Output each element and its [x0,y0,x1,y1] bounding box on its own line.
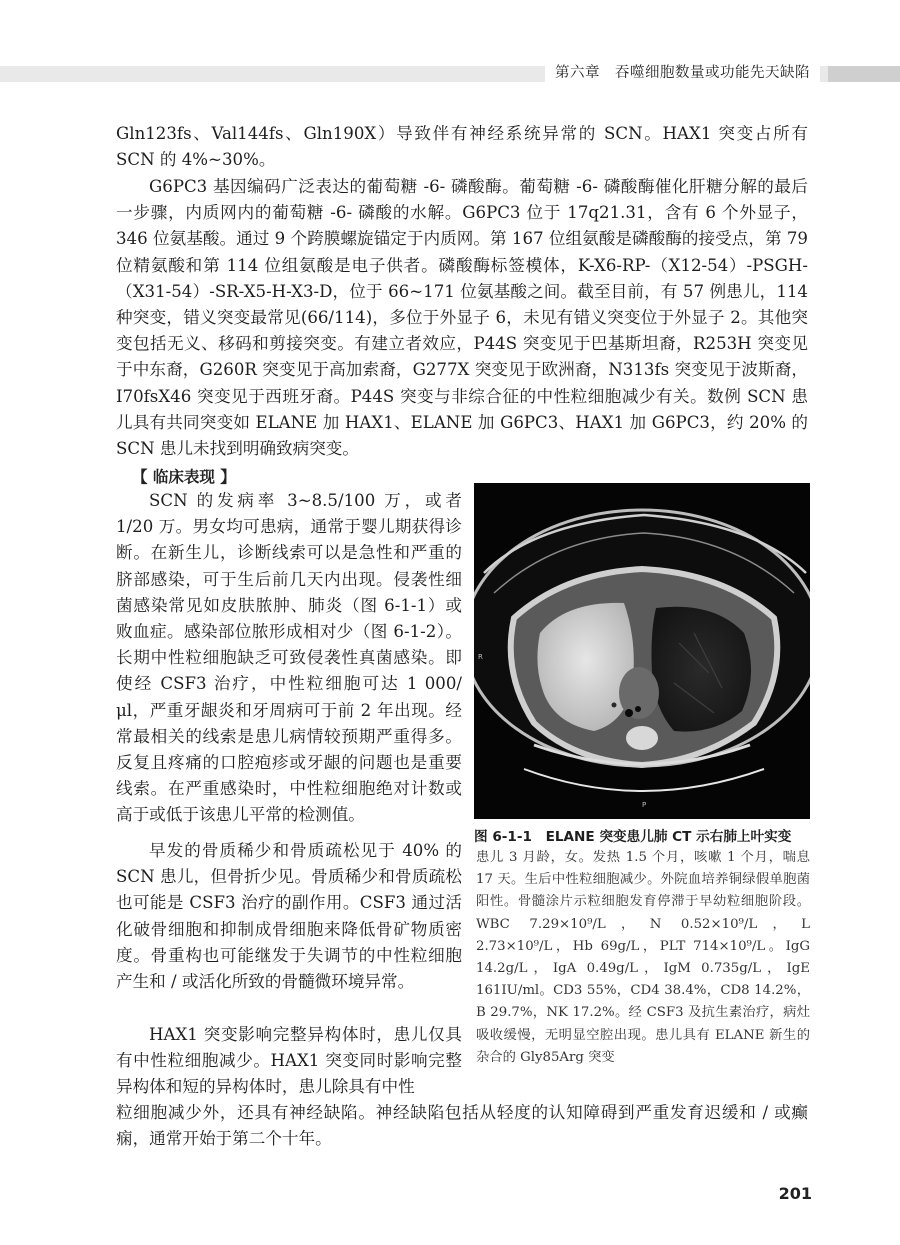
ct-scan-image [474,483,810,819]
page-number: 201 [778,1184,812,1203]
chapter-title: 第六章 吞噬细胞数量或功能先天缺陷 [545,62,820,84]
paragraph-clinical-3a: HAX1 突变影响完整异构体时，患儿仅具有中性粒细胞减少。HAX1 突变同时影响完整异构体和短的异构体时，患儿除具有中性 [116,1025,462,1097]
paragraph-clinical-3b: 粒细胞减少外，还具有神经缺陷。神经缺陷包括从轻度的认知障碍到严重发育迟缓和 / 或癫痫，通常开始于第二个十年。 [116,1103,808,1149]
paragraph-g6pc3: G6PC3 基因编码广泛表达的葡萄糖 -6- 磷酸酶。葡萄糖 -6- 磷酸酶催化肝糖分解的最后一步骤，内质网内的葡萄糖 -6- 磷酸的水解。G6PC3 位于 17q21.31，含有 6 个外显子，346 位氨基酸。通过 9 个跨膜螺旋锚定于内质网。第 167 位组氨酸是磷酸酶的接受点，第 79 位精氨酸和第 114 位组氨酸是电子供者。磷酸酶标签模体，K-X6-RP-（X12-54）-PSGH-（X31-54）-SR-X5-H-X3-D，位于 66~171 位氨基酸之间。截至目前，有 57 例患儿，114 种突变，错义突变最常见(66/114)，多位于外显子 6，未见有错义突变位于外显子 2。其他突变包括无义、移码和剪接突变。有建立者效应，P44S 突变见于巴基斯坦裔，R253H 突变见于中东裔，G260R 突变见于高加索裔，G277X 突变见于欧洲裔，N313fs 突变见于波斯裔，I70fsX46 突变见于西班牙裔。P44S 突变与非综合征的中性粒细胞减少有关。数例 SCN 患儿具有共同突变如 ELANE 加 HAX1、ELANE 加 G6PC3、HAX1 加 G6PC3，约 20% 的 SCN 患儿未找到明确致病突变。 [116,177,808,459]
figure-caption-body: 患儿 3 月龄，女。发热 1.5 个月，咳嗽 1 个月，喘息 17 天。生后中性粒细胞减少。外院血培养铜绿假单胞菌阳性。骨髓涂片示粒细胞发育停滞于早幼粒细胞阶段。WBC 7.29×10⁹/L，N 0.52×10⁹/L，L 2.73×10⁹/L，Hb 69g/L，PLT 714×10⁹/L。IgG 14.2g/L，IgA 0.49g/L，IgM 0.735g/L，IgE 161IU/ml。CD3 55%，CD4 38.4%，CD8 14.2%，B 29.7%，NK 17.2%。经 CSF3 及抗生素治疗，病灶吸收缓慢，无明显空腔出现。患儿具有 ELANE 新生的杂合的 Gly85Arg 突变 [476,850,810,1065]
ct-label-p: P [642,801,647,809]
figure-caption-title: 图 6-1-1 ELANE 突变患儿肺 CT 示右肺上叶实变 [474,829,792,845]
ct-label-r: R [478,653,483,661]
paragraph-clinical-1: SCN 的发病率 3~8.5/100 万，或者 1/20 万。男女均可患病，通常于婴儿期获得诊断。在新生儿，诊断线索可以是急性和严重的脐部感染，可于生后前几天内出现。侵袭性细菌感染常见如皮肤脓肿、肺炎（图 6-1-1）或败血症。感染部位脓形成相对少（图 6-1-2）。长期中性粒细胞缺乏可致侵袭性真菌感染。即使经 CSF3 治疗，中性粒细胞可达 1 000/μl，严重牙龈炎和牙周病可于前 2 年出现。经常最相关的线索是患儿病情较预期严重得多。反复且疼痛的口腔疱疹或牙龈的问题也是重要线索。在严重感染时，中性粒细胞绝对计数或高于或低于该患儿平常的检测值。 [116,491,462,825]
section-heading-clinical: 【 临床表现 】 [132,468,236,486]
header-accent-block [828,66,900,82]
paragraph-hax1-end: Gln123fs、Val144fs、Gln190X）导致伴有神经系统异常的 SCN。HAX1 突变占所有 SCN 的 4%~30%。 [116,124,808,170]
paragraph-clinical-2: 早发的骨质稀少和骨质疏松见于 40% 的 SCN 患儿，但骨折少见。骨质稀少和骨质疏松也可能是 CSF3 治疗的副作用。CSF3 通过活化破骨细胞和抑制成骨细胞来降低骨矿物质密度。骨重构也可能继发于失调节的中性粒细胞产生和 / 或活化所致的骨髓微环境异常。 [116,841,462,992]
